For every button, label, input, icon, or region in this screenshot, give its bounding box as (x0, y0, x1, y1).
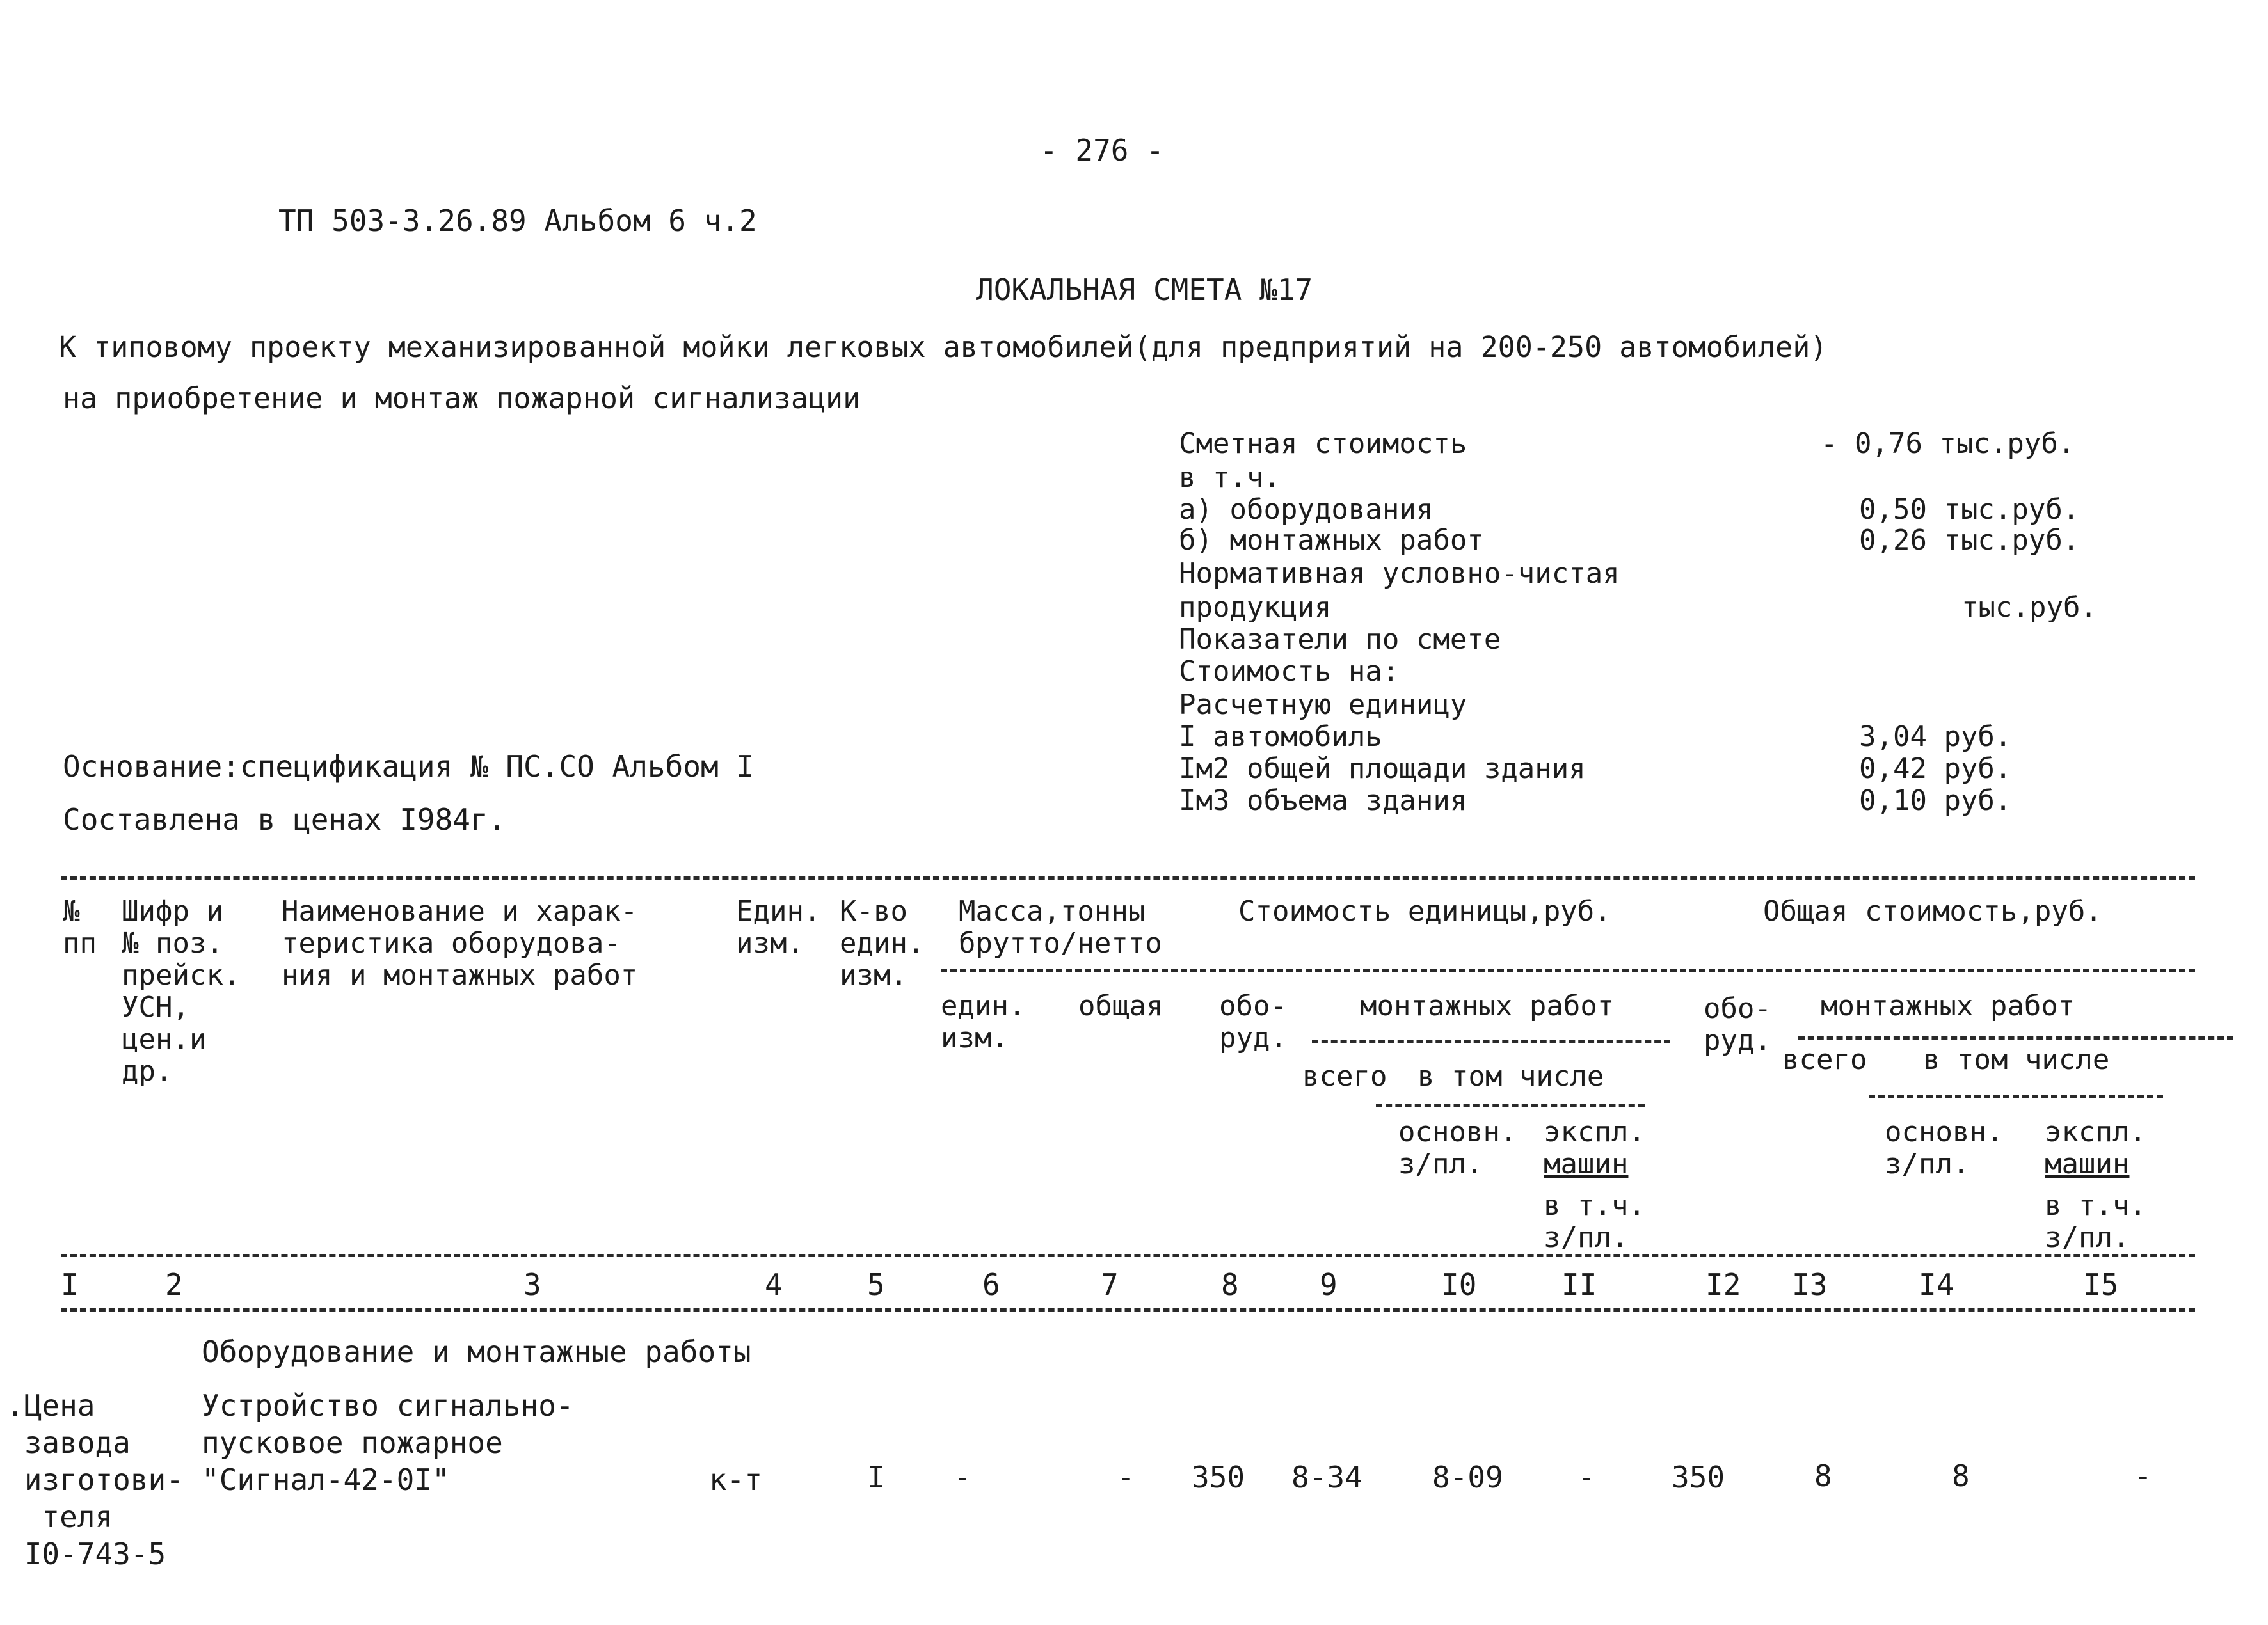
cost-on-label: Стоимость на: (1179, 655, 1400, 688)
per-m2-value: 0,42 руб. (1859, 752, 2012, 785)
per-m2-label: Iм2 общей площади здания (1179, 752, 1586, 785)
column-number: 6 (982, 1267, 1000, 1302)
column-number: 5 (867, 1267, 885, 1302)
column-number: 8 (1221, 1267, 1239, 1302)
per-m3-value: 0,10 руб. (1859, 784, 2012, 817)
header-mid-rule (941, 969, 2195, 972)
estimate-subtitle-line-1: К типовому проекту механизированной мойки легковых автомобилей(для предприятий на 200-250 автомобилей) (59, 330, 1828, 364)
base-wage-header-2: основн. з/пл. (1885, 1116, 2004, 1180)
installation-total-header: всего (1302, 1060, 1387, 1093)
indicators-label: Показатели по смете (1179, 623, 1501, 656)
section-title: Оборудование и монтажные работы (202, 1335, 751, 1369)
row-equipment-total: 350 (1672, 1460, 1725, 1494)
column-number: 7 (1101, 1267, 1119, 1302)
mass-header: Масса,тонны брутто/нетто (959, 895, 1162, 960)
machines2-header-1: экспл. (2045, 1116, 2146, 1148)
including-header: в том числе (1418, 1060, 1604, 1093)
machines-header-2: машин (1544, 1148, 1629, 1180)
per-car-label: I автомобиль (1179, 720, 1382, 753)
column-number: II (1561, 1267, 1597, 1302)
normative-value: тыс.руб. (1961, 591, 2097, 624)
col-header-2: Шифр и № поз. прейск. УСН, цен.и др. (122, 895, 241, 1088)
normative-label-2: продукция (1179, 591, 1332, 624)
row-base-wage-total: 8 (1952, 1459, 1970, 1493)
installation-header-2: монтажных работ (1821, 990, 2075, 1022)
col-header-8: обо- руд. (1219, 990, 1287, 1054)
machines2-header-2: машин (2045, 1148, 2130, 1180)
estimated-cost-label: Сметная стоимость (1179, 427, 1467, 460)
column-number: 3 (523, 1267, 541, 1302)
installation-label: б) монтажных работ (1179, 524, 1484, 557)
column-number: I0 (1441, 1267, 1477, 1302)
machines2-header-3: в т.ч. з/пл. (2045, 1189, 2146, 1254)
row-item-name: Устройство сигнально- пусковое пожарное "Сигнал-42-0I" (202, 1388, 574, 1497)
header-bottom-rule (61, 1254, 2195, 1257)
equipment-value: 0,50 тыс.руб. (1859, 493, 2080, 526)
base-wage-header: основн. з/пл. (1398, 1116, 1517, 1180)
row-quantity: I (867, 1460, 885, 1494)
col-header-5: К-во един. изм. (840, 895, 925, 992)
installation-sub-rule-2 (1798, 1036, 2233, 1040)
column-number: I (61, 1267, 79, 1302)
document-code: ТП 503-3.26.89 Альбом 6 ч.2 (278, 203, 757, 238)
column-number: 4 (765, 1267, 783, 1302)
column-number: I4 (1919, 1267, 1954, 1302)
per-car-value: 3,04 руб. (1859, 720, 2012, 753)
equipment-label: а) оборудования (1179, 493, 1433, 526)
installation-sub-rule (1312, 1040, 1670, 1043)
normative-label-1: Нормативная условно-чистая (1179, 557, 1620, 590)
row-installation-total: 8 (1814, 1459, 1832, 1493)
row-installation-unit: 8-34 (1291, 1460, 1362, 1494)
col-header-7: общая (1078, 990, 1163, 1022)
row-mass-total: - (1117, 1460, 1135, 1494)
row-price-code: .Цена завода изготови- теля I0-743-5 (6, 1388, 184, 1571)
row-mass-unit: - (954, 1460, 971, 1494)
row-equipment-unit: 350 (1192, 1460, 1245, 1494)
machines-header-1: экспл. (1544, 1116, 1645, 1148)
estimate-title: ЛОКАЛЬНАЯ СМЕТА №17 (976, 273, 1313, 307)
row-base-wage-unit: 8-09 (1432, 1460, 1503, 1494)
machines-header-3: в т.ч. з/пл. (1544, 1189, 1645, 1254)
total-cost-header: Общая стоимость,руб. (1763, 895, 2102, 928)
col-header-1: № пп (63, 895, 97, 960)
numbers-bottom-rule (61, 1308, 2195, 1312)
including-sub-rule (1376, 1104, 1645, 1107)
column-number: 2 (165, 1267, 183, 1302)
row-machines-total: - (2134, 1459, 2152, 1493)
including-label: в т.ч. (1179, 461, 1281, 494)
column-number: 9 (1320, 1267, 1338, 1302)
including-header-2: в том числе (1923, 1043, 2110, 1076)
unit-cost-header: Стоимость единицы,руб. (1238, 895, 1611, 928)
row-machines-unit: - (1577, 1460, 1595, 1494)
installation-total-header-2: всего (1782, 1043, 1867, 1076)
installation-header: монтажных работ (1360, 990, 1615, 1022)
including-sub-rule-2 (1869, 1095, 2163, 1098)
col-header-6: един. изм. (941, 990, 1026, 1054)
estimate-subtitle-line-2: на приобретение и монтаж пожарной сигнализации (63, 381, 861, 415)
page-number: - 276 - (1040, 133, 1164, 168)
column-number: I5 (2083, 1267, 2119, 1302)
unit-label: Расчетную единицу (1179, 688, 1467, 721)
estimated-cost-value: - 0,76 тыс.руб. (1821, 427, 2075, 460)
col-header-12: обо- руд. (1704, 992, 1771, 1057)
installation-value: 0,26 тыс.руб. (1859, 524, 2080, 557)
per-m3-label: Iм3 объема здания (1179, 784, 1467, 817)
prices-note: Составлена в ценах I984г. (63, 802, 506, 837)
row-unit: к-т (709, 1462, 763, 1497)
basis-note: Основание:спецификация № ПС.СО Альбом I (63, 749, 755, 784)
table-top-rule (61, 876, 2195, 880)
col-header-3: Наименование и харак- теристика оборудова- ния и монтажных работ (282, 895, 638, 992)
column-number: I3 (1792, 1267, 1828, 1302)
col-header-4: Един. изм. (736, 895, 821, 960)
column-number: I2 (1705, 1267, 1741, 1302)
